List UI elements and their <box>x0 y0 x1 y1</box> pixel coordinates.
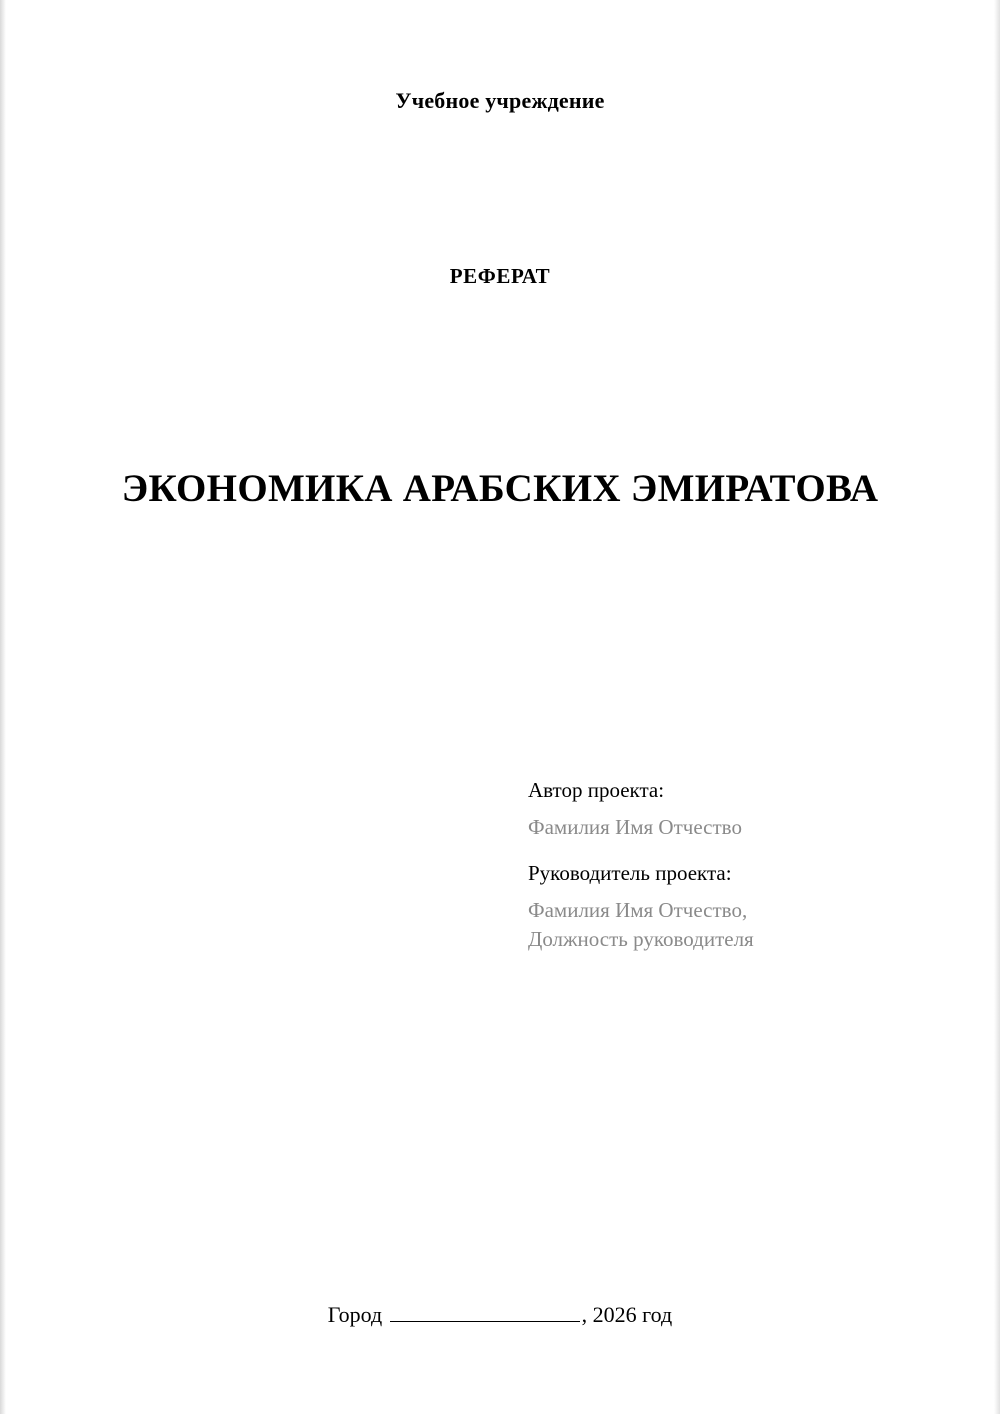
supervisor-label: Руководитель проекта: <box>528 861 732 886</box>
author-value[interactable]: Фамилия Имя Отчество <box>528 815 742 839</box>
footer-city-year <box>0 1302 1000 1328</box>
author-label: Автор проекта: <box>528 778 665 802</box>
author-block <box>528 780 928 841</box>
year-text: , 2026 год <box>581 1302 673 1327</box>
supervisor-position-value[interactable]: Должность руководителя <box>528 926 754 951</box>
city-blank-line[interactable] <box>390 1302 580 1322</box>
supervisor-block <box>528 863 928 953</box>
institution-name: Учебное учреждение <box>395 88 605 113</box>
document-type: РЕФЕРАТ <box>449 264 551 288</box>
supervisor-name-value[interactable]: Фамилия Имя Отчество, <box>528 898 748 923</box>
credits-section <box>528 780 928 975</box>
page-title: ЭКОНОМИКА АРАБСКИХ ЭМИРАТОВА <box>121 467 879 511</box>
city-label: Город <box>327 1302 383 1327</box>
